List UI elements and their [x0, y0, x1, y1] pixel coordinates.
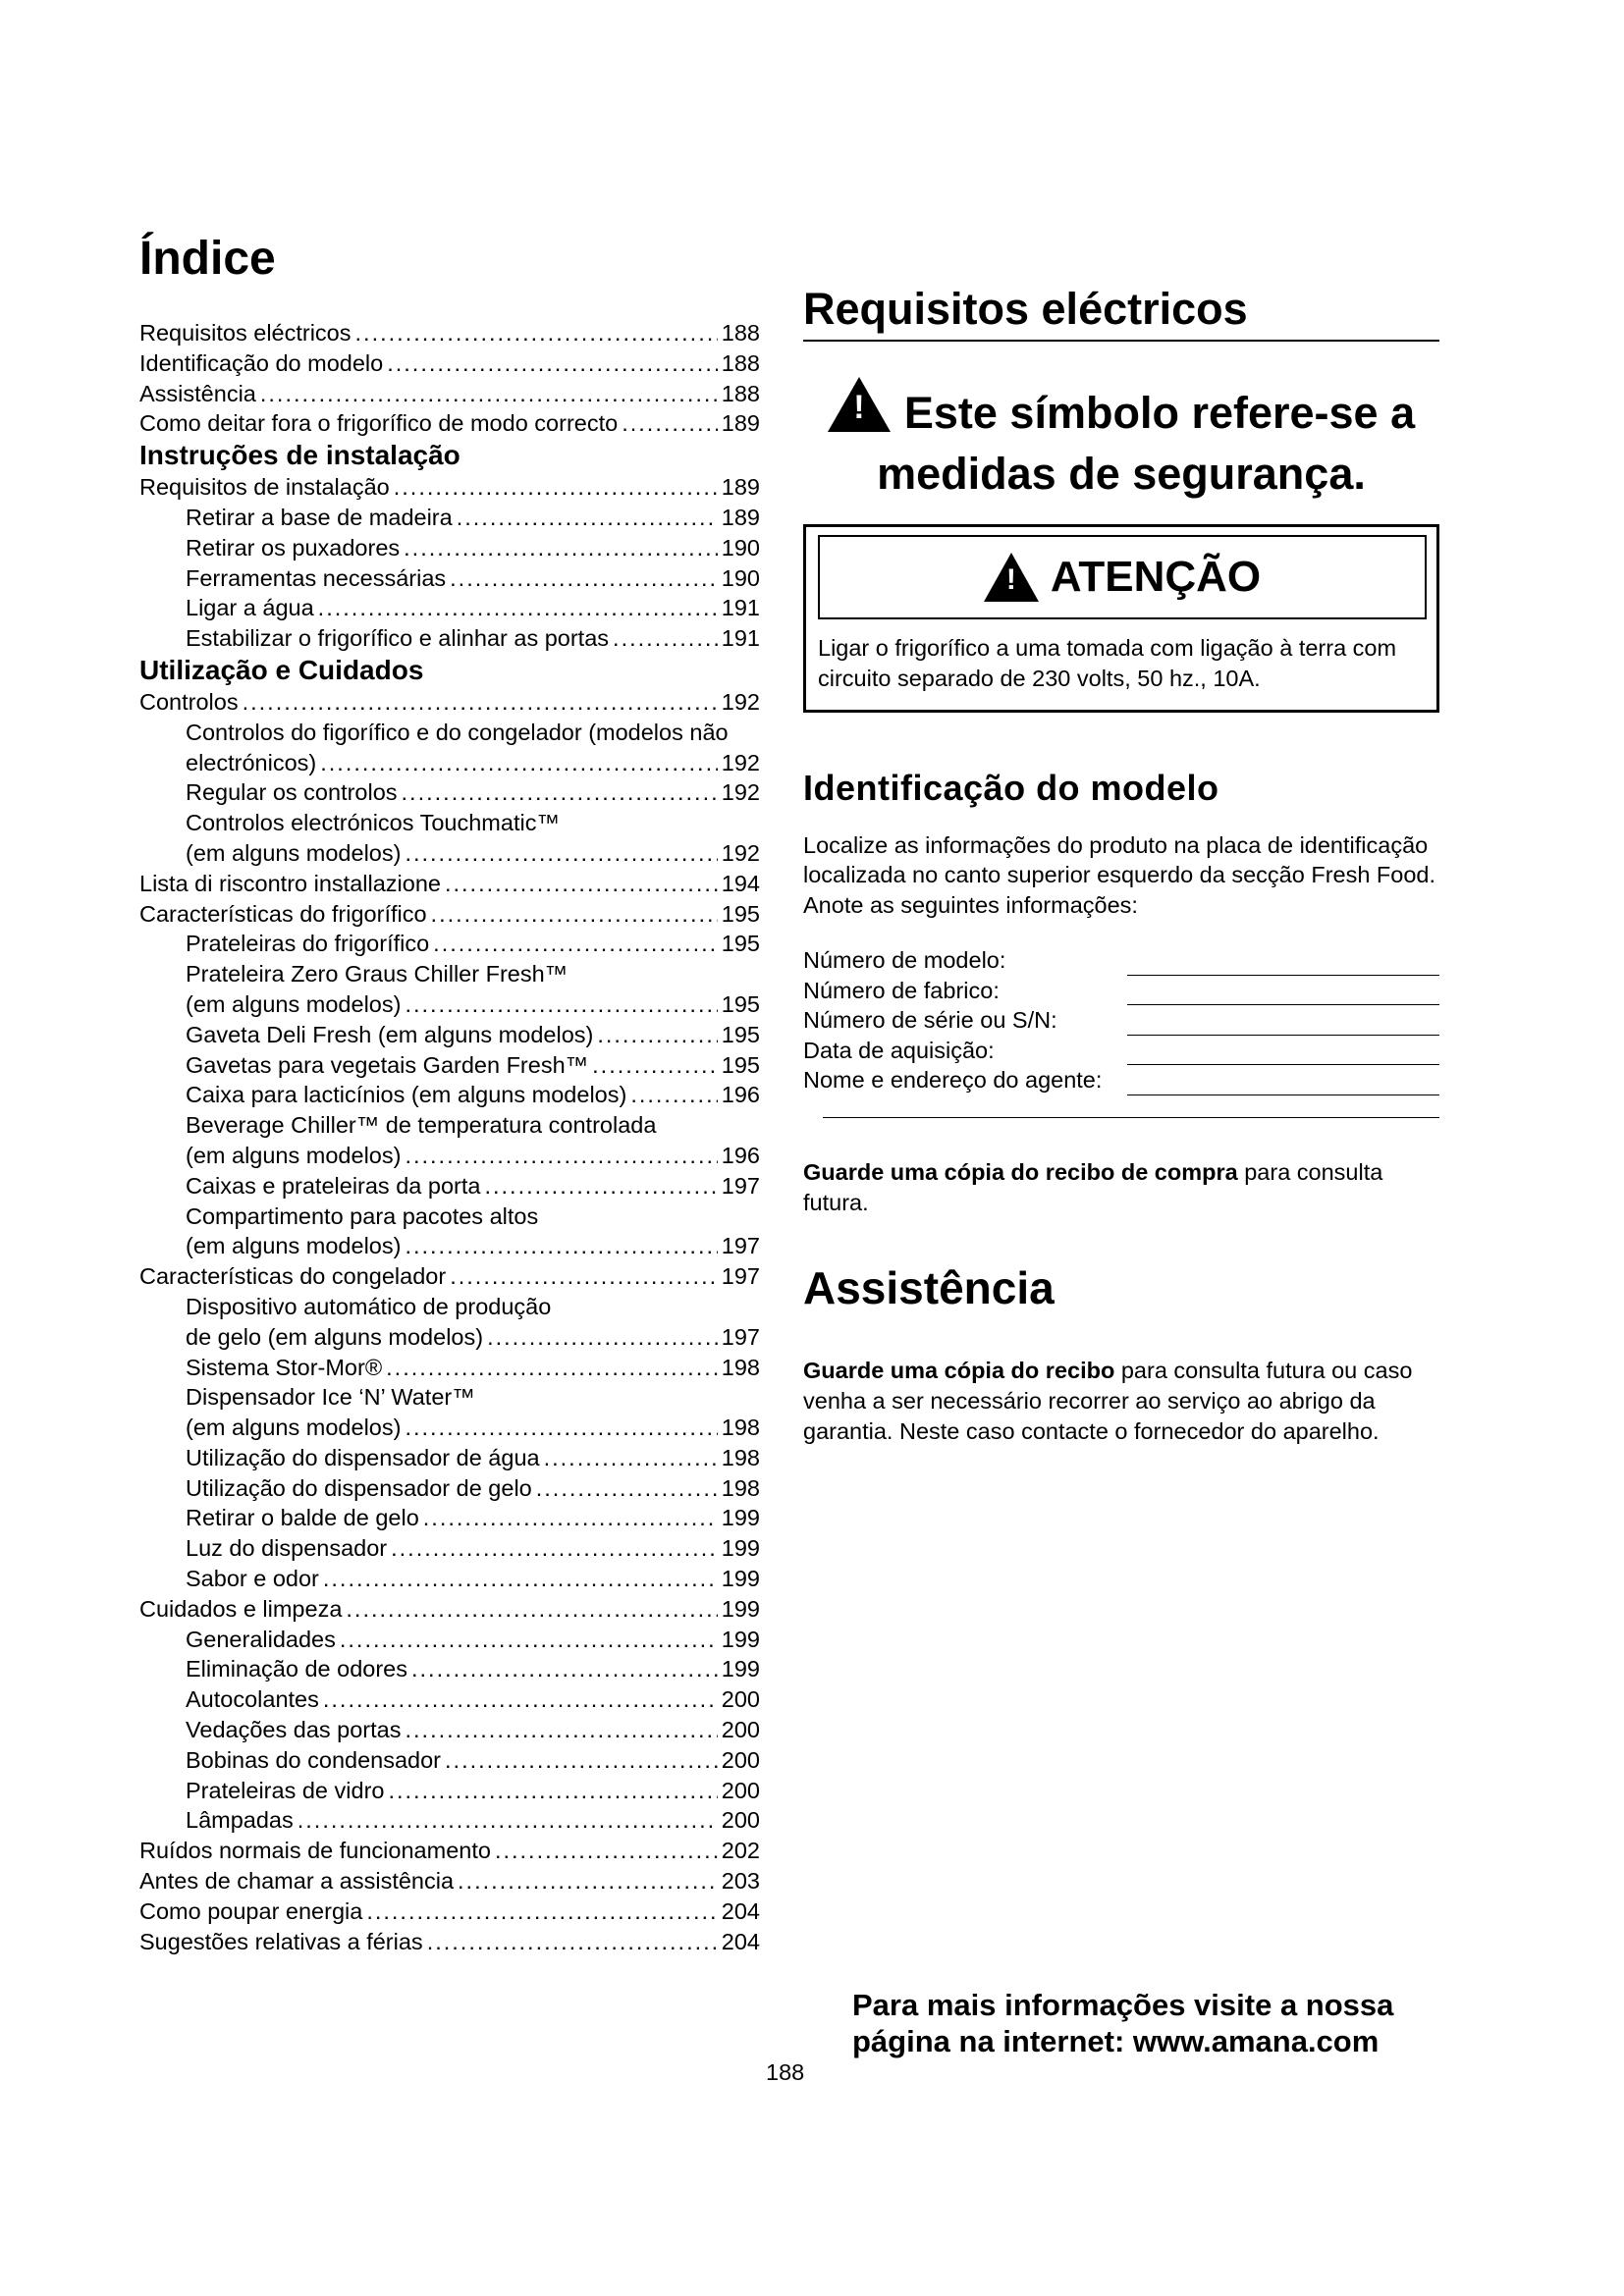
table-of-contents	[139, 233, 760, 1956]
safety-symbol-note	[803, 377, 1439, 505]
dot-leader	[402, 777, 718, 808]
warning-triangle-icon: !	[828, 377, 891, 432]
toc-entry-label: Assistência	[139, 380, 256, 406]
toc-entry-label: Sugestões relativas a férias	[139, 1928, 423, 1954]
toc-page-number: 200	[721, 1686, 760, 1713]
toc-entry	[139, 318, 760, 348]
toc-page-number: 199	[721, 1595, 760, 1622]
toc-entry-label: Caixas e prateleiras da porta	[186, 1172, 481, 1199]
toc-page-number: 204	[721, 1928, 760, 1954]
attention-label: ATENÇÃO	[1050, 552, 1262, 601]
toc-entry-label: Gaveta Deli Fresh (em alguns modelos)	[186, 1021, 594, 1047]
toc-entry-label: Retirar a base de madeira	[186, 504, 453, 530]
toc-entry	[139, 1866, 760, 1896]
toc-entry-label: Retirar o balde de gelo	[186, 1505, 419, 1531]
toc-page-number: 199	[721, 1535, 760, 1562]
dot-leader	[487, 1322, 718, 1353]
toc-entry	[139, 899, 760, 930]
toc-page-number: 199	[721, 1656, 760, 1682]
toc-entry	[139, 808, 760, 838]
dot-leader	[318, 593, 718, 623]
toc-page-number: 195	[721, 1021, 760, 1047]
toc-entry-label: Como deitar fora o frigorífico de modo correcto	[139, 410, 619, 437]
assistance-heading: Assistência	[803, 1261, 1055, 1313]
dot-leader	[592, 1050, 718, 1081]
toc-entry-label: Prateleiras do frigorífico	[186, 931, 430, 957]
website-note: Para mais informações visite a nossa página na internet: www.amana.com	[852, 1988, 1394, 2058]
toc-entry	[139, 1776, 760, 1806]
toc-entry-label: Utilização do dispensador de água	[186, 1444, 540, 1470]
toc-page-number: 202	[721, 1838, 760, 1864]
dot-leader	[366, 1896, 717, 1927]
blank-line	[823, 1117, 1439, 1118]
toc-page-number: 194	[721, 870, 760, 896]
toc-entry-label: Requisitos de instalação	[139, 474, 390, 501]
toc-page-number: 198	[721, 1474, 760, 1501]
toc-entry	[139, 838, 760, 869]
field-label: Número de série ou S/N:	[803, 1007, 1057, 1033]
toc-entry-label: Controlos electrónicos Touchmatic™	[186, 810, 560, 836]
toc-entry	[139, 1625, 760, 1655]
toc-entry-label: electrónicos)	[186, 749, 317, 775]
toc-entry	[139, 1322, 760, 1353]
blank-line	[1127, 1015, 1439, 1036]
toc-page-number: 191	[721, 595, 760, 621]
form-field	[803, 945, 1439, 976]
toc-entry	[139, 1684, 760, 1715]
toc-entry	[139, 1171, 760, 1201]
toc-entry	[139, 379, 760, 409]
dot-leader	[386, 1353, 718, 1383]
toc-page-number: 199	[721, 1626, 760, 1652]
dot-leader	[544, 1443, 718, 1473]
toc-page-number: 192	[721, 839, 760, 866]
dot-leader	[298, 1805, 718, 1836]
dot-leader	[630, 1080, 717, 1110]
dot-leader	[340, 1625, 718, 1655]
toc-page-number: 192	[721, 688, 760, 715]
page-number: 188	[766, 2059, 805, 2085]
page-title: Índice	[139, 233, 276, 285]
toc-page-number: 190	[721, 534, 760, 561]
toc-entry-label: Sistema Stor-Mor®	[186, 1354, 383, 1380]
toc-entry-label: Características do congelador	[139, 1263, 447, 1290]
toc-entry-label: Dispensador Ice ‘N’ Water™	[186, 1384, 475, 1411]
toc-entry-label: (em alguns modelos)	[186, 1142, 402, 1168]
toc-entry-label: de gelo (em alguns modelos)	[186, 1323, 484, 1350]
toc-entry-label: Bobinas do condensador	[186, 1746, 442, 1773]
field-label: Data de aquisição:	[803, 1037, 995, 1063]
dot-leader	[484, 1171, 717, 1201]
toc-entry	[139, 718, 760, 748]
toc-entry-label: Sabor e odor	[186, 1566, 319, 1592]
toc-entry-label: Eliminação de odores	[186, 1656, 407, 1682]
toc-page-number: 200	[721, 1777, 760, 1803]
toc-page-number: 197	[721, 1263, 760, 1290]
toc-entry	[139, 1533, 760, 1564]
form-field	[803, 976, 1439, 1006]
toc-entry	[139, 777, 760, 808]
toc-page-number: 203	[721, 1868, 760, 1895]
toc-entry	[139, 1201, 760, 1232]
toc-entry-label: Requisitos eléctricos	[139, 320, 352, 346]
toc-entry-label: Lâmpadas	[186, 1807, 294, 1834]
toc-entry	[139, 1080, 760, 1110]
dot-leader	[323, 1684, 718, 1715]
dot-leader	[405, 1231, 717, 1261]
attention-box	[803, 524, 1439, 713]
toc-entry	[139, 1745, 760, 1776]
toc-entry	[139, 1896, 760, 1927]
dot-leader	[411, 1654, 718, 1684]
model-id-intro: Localize as informações do produto na placa de identificação localizada no canto superior esquerdo da secção Fresh Food. Anote as seguintes informações:	[803, 831, 1436, 918]
toc-entry	[139, 563, 760, 594]
toc-entry	[139, 1231, 760, 1261]
dot-leader	[405, 1413, 717, 1443]
dot-leader	[355, 318, 718, 348]
toc-page-number: 195	[721, 1051, 760, 1078]
dot-leader	[613, 623, 718, 654]
toc-entry	[139, 1353, 760, 1383]
toc-page-number: 192	[721, 779, 760, 806]
toc-entry	[139, 1594, 760, 1625]
dot-leader	[457, 503, 718, 533]
toc-entry	[139, 1473, 760, 1504]
toc-entry	[139, 623, 760, 654]
toc-entry-label: Utilização do dispensador de gelo	[186, 1474, 532, 1501]
toc-entry	[139, 929, 760, 959]
dot-leader	[404, 533, 718, 563]
toc-entry-label: Características do frigorífico	[139, 900, 427, 927]
toc-list	[139, 318, 760, 1956]
toc-page-number: 191	[721, 625, 760, 652]
toc-entry	[139, 1564, 760, 1594]
toc-entry-label: Prateleiras de vidro	[186, 1777, 385, 1803]
blank-line	[1127, 1075, 1439, 1095]
dot-leader	[405, 989, 717, 1020]
toc-page-number: 195	[721, 990, 760, 1017]
toc-entry	[139, 1503, 760, 1533]
toc-page-number: 198	[721, 1415, 760, 1441]
toc-entry-label: Ruídos normais de funcionamento	[139, 1838, 491, 1864]
toc-section-heading: Instruções de instalação	[139, 440, 460, 471]
dot-leader	[320, 748, 718, 778]
toc-entry-label: (em alguns modelos)	[186, 990, 402, 1017]
toc-page-number: 204	[721, 1897, 760, 1924]
form-field	[803, 1036, 1439, 1066]
toc-entry-label: (em alguns modelos)	[186, 1415, 402, 1441]
right-column	[803, 285, 1439, 1447]
toc-entry-label: (em alguns modelos)	[186, 1233, 402, 1259]
toc-entry	[139, 593, 760, 623]
toc-entry	[139, 748, 760, 778]
warning-triangle-icon: !	[984, 553, 1039, 602]
form-field	[803, 1065, 1439, 1095]
toc-entry-label: Estabilizar o frigorífico e alinhar as portas	[186, 625, 610, 652]
field-label: Número de fabrico:	[803, 977, 1000, 1003]
dot-leader	[622, 408, 718, 439]
dot-leader	[323, 1564, 718, 1594]
toc-entry-label: Cuidados e limpeza	[139, 1595, 343, 1622]
toc-entry	[139, 408, 760, 439]
toc-page-number: 197	[721, 1172, 760, 1199]
dot-leader	[458, 1866, 718, 1896]
field-label: Número de modelo:	[803, 947, 1006, 973]
toc-entry-label: Dispositivo automático de produção	[186, 1293, 552, 1319]
safety-symbol-text: Este símbolo refere-se a medidas de segurança.	[877, 387, 1416, 499]
toc-page-number: 200	[721, 1746, 760, 1773]
toc-entry	[139, 1654, 760, 1684]
blank-line	[1127, 955, 1439, 976]
toc-page-number: 197	[721, 1233, 760, 1259]
dot-leader	[387, 348, 718, 379]
toc-entry	[139, 533, 760, 563]
toc-entry-label: Ferramentas necessárias	[186, 564, 447, 591]
dot-leader	[445, 1745, 718, 1776]
toc-entry	[139, 1261, 760, 1292]
dot-leader	[394, 472, 718, 503]
toc-entry	[139, 989, 760, 1020]
toc-page-number: 195	[721, 931, 760, 957]
toc-entry-label: Antes de chamar a assistência	[139, 1868, 455, 1895]
toc-page-number: 188	[721, 320, 760, 346]
form-field	[803, 1005, 1439, 1036]
toc-page-number: 200	[721, 1717, 760, 1743]
dot-leader	[243, 687, 718, 718]
toc-entry	[139, 1715, 760, 1745]
toc-entry	[139, 503, 760, 533]
toc-entry-label: Caixa para lacticínios (em alguns modelos)	[186, 1082, 627, 1108]
toc-entry	[139, 869, 760, 899]
toc-entry-label: Luz do dispensador	[186, 1535, 388, 1562]
toc-entry-label: Lista di riscontro installazione	[139, 870, 441, 896]
dot-leader	[536, 1473, 718, 1504]
toc-entry	[139, 959, 760, 989]
blank-line	[1127, 1044, 1439, 1065]
toc-entry-label: Identificação do modelo	[139, 349, 384, 376]
toc-entry-label: Beverage Chiller™ de temperatura controlada	[186, 1112, 657, 1139]
toc-page-number: 192	[721, 749, 760, 775]
toc-page-number: 197	[721, 1323, 760, 1350]
toc-entry-label: Regular os controlos	[186, 779, 398, 806]
dot-leader	[260, 379, 718, 409]
toc-page-number: 198	[721, 1444, 760, 1470]
toc-page-number: 189	[721, 504, 760, 530]
toc-section-heading: Utilização e Cuidados	[139, 654, 424, 685]
toc-page-number: 196	[721, 1142, 760, 1168]
attention-text: Ligar o frigorífico a uma tomada com ligação à terra com circuito separado de 230 volts, 50 hz., 10A.	[818, 634, 1397, 691]
dot-leader	[391, 1533, 718, 1564]
toc-page-number: 199	[721, 1566, 760, 1592]
toc-entry	[139, 348, 760, 379]
toc-entry-label: Gavetas para vegetais Garden Fresh™	[186, 1051, 589, 1078]
toc-entry	[139, 1443, 760, 1473]
toc-entry-label: Controlos	[139, 688, 239, 715]
dot-leader	[445, 869, 718, 899]
toc-entry-label: Prateleira Zero Graus Chiller Fresh™	[186, 961, 568, 988]
receipt-note: Guarde uma cópia do recibo de compra para consulta futura.	[803, 1158, 1383, 1215]
toc-page-number: 190	[721, 564, 760, 591]
toc-page-number: 200	[721, 1807, 760, 1834]
toc-entry	[139, 1927, 760, 1957]
dot-leader	[405, 838, 717, 869]
dot-leader	[406, 1715, 718, 1745]
toc-entry	[139, 1805, 760, 1836]
toc-entry-label: Compartimento para pacotes altos	[186, 1202, 539, 1229]
dot-leader	[427, 1927, 718, 1957]
dot-leader	[450, 563, 718, 594]
toc-entry	[139, 1413, 760, 1443]
dot-leader	[495, 1836, 718, 1866]
toc-entry-label: (em alguns modelos)	[186, 839, 402, 866]
dot-leader	[423, 1503, 718, 1533]
blank-line	[1127, 985, 1439, 1005]
dot-leader	[431, 899, 718, 930]
model-id-heading: Identificação do modelo	[803, 767, 1219, 808]
toc-entry	[139, 1050, 760, 1081]
toc-page-number: 188	[721, 380, 760, 406]
toc-page-number: 188	[721, 349, 760, 376]
toc-entry-label: Ligar a água	[186, 595, 314, 621]
toc-entry	[139, 1141, 760, 1171]
toc-entry-label: Controlos do figorífico e do congelador (modelos não	[186, 719, 729, 745]
toc-entry	[139, 472, 760, 503]
electrical-requirements-heading: Requisitos eléctricos	[803, 285, 1439, 342]
toc-page-number: 196	[721, 1082, 760, 1108]
dot-leader	[388, 1776, 717, 1806]
dot-leader	[450, 1261, 718, 1292]
toc-entry-label: Autocolantes	[186, 1686, 319, 1713]
toc-page-number: 189	[721, 474, 760, 501]
toc-entry	[139, 1382, 760, 1413]
dot-leader	[597, 1020, 717, 1050]
toc-entry-label: Generalidades	[186, 1626, 336, 1652]
toc-entry	[139, 687, 760, 718]
toc-entry	[139, 1292, 760, 1322]
toc-page-number: 199	[721, 1505, 760, 1531]
toc-entry	[139, 1110, 760, 1141]
dot-leader	[433, 929, 718, 959]
toc-entry	[139, 1020, 760, 1050]
toc-entry-label: Retirar os puxadores	[186, 534, 401, 561]
model-id-form	[803, 945, 1439, 1095]
toc-entry-label: Como poupar energia	[139, 1897, 363, 1924]
field-label: Nome e endereço do agente:	[803, 1067, 1103, 1093]
dot-leader	[346, 1594, 717, 1625]
assistance-text: Guarde uma cópia do recibo para consulta futura ou caso venha a ser necessário recorrer ao serviço ao abrigo da garantia. Neste caso contacte o fornecedor do aparelho.	[803, 1357, 1413, 1444]
toc-entry-label: Vedações das portas	[186, 1717, 402, 1743]
toc-page-number: 198	[721, 1354, 760, 1380]
toc-entry	[139, 1836, 760, 1866]
attention-banner	[818, 535, 1427, 619]
toc-page-number: 195	[721, 900, 760, 927]
toc-page-number: 189	[721, 410, 760, 437]
dot-leader	[405, 1141, 717, 1171]
